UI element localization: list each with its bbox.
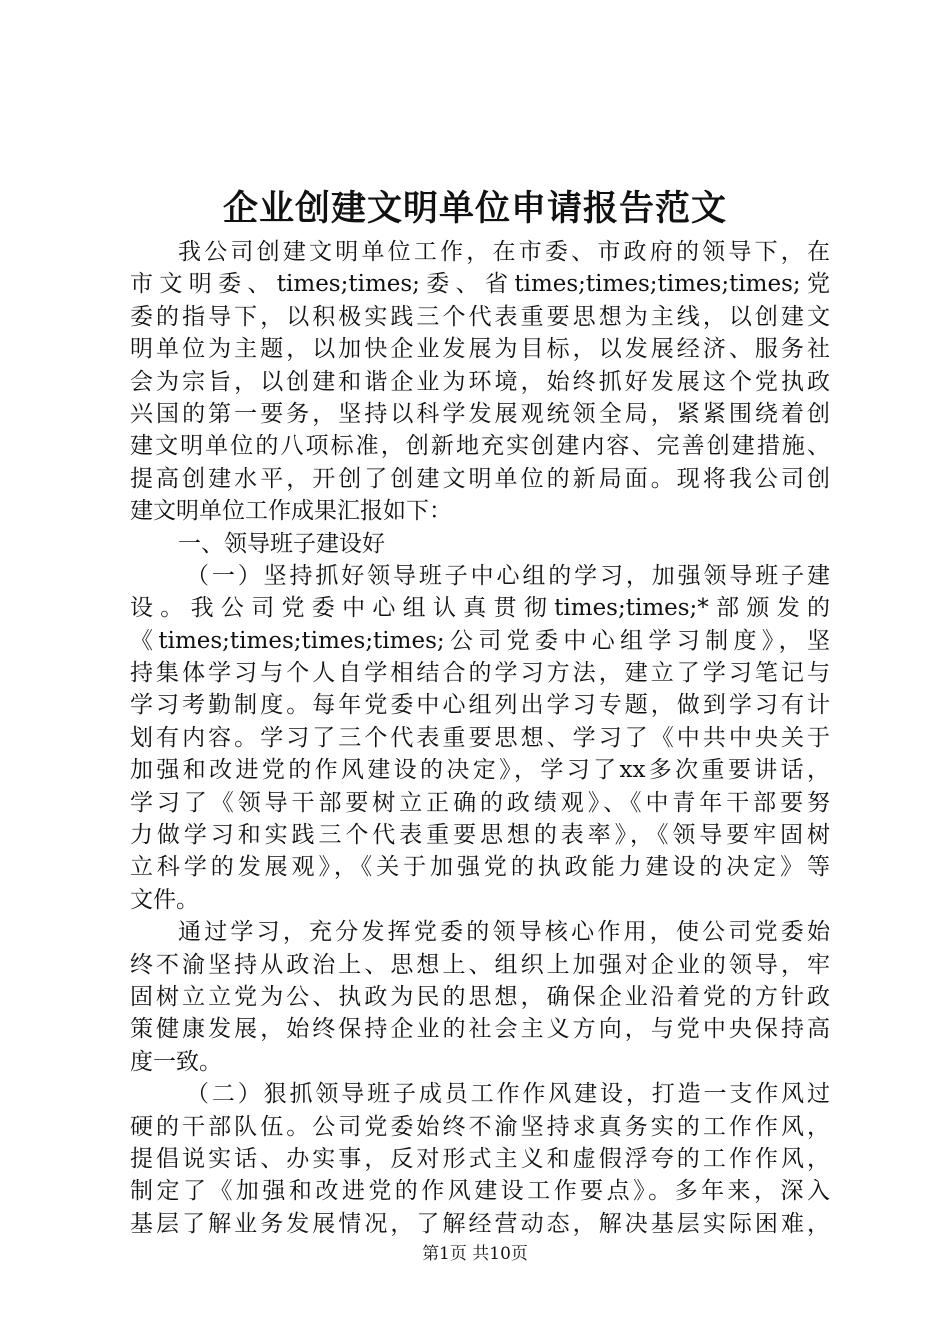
- text-line: 明单位为主题，以加快企业发展为目标，以发展经济、服务社: [130, 336, 830, 363]
- text-line: 固树立立党为公、执政为民的思想，确保企业沿着党的方针政: [130, 983, 830, 1010]
- text-line: 会为宗旨，以创建和谐企业为环境，始终抓好发展这个党执政: [130, 368, 830, 395]
- text-line: 文件。: [130, 886, 199, 913]
- text-line: 基层了解业务发展情况，了解经营动态，解决基层实际困难，: [130, 1210, 830, 1237]
- text-line: 制定了《加强和改进党的作风建设工作要点》。多年来，深入: [130, 1178, 830, 1205]
- text-line: 硬的干部队伍。公司党委始终不渝坚持求真务实的工作作风，: [130, 1113, 830, 1140]
- text-line: 学习了《领导干部要树立正确的政绩观》、《中青年干部要努: [130, 789, 830, 816]
- text-line: 加强和改进党的作风建设的决定》，学习了xx多次重要讲话，: [130, 757, 830, 784]
- page-footer: 第1页 共10页: [422, 1244, 528, 1264]
- text-line: 划有内容。学习了三个代表重要思想、学习了《中共中央关于: [130, 724, 830, 751]
- text-line: 立科学的发展观》，《关于加强党的执政能力建设的决定》等: [130, 854, 830, 881]
- text-line: （一）坚持抓好领导班子中心组的学习，加强领导班子建: [186, 562, 830, 589]
- text-line: （二）狠抓领导班子成员工作作风建设，打造一支作风过: [186, 1081, 830, 1108]
- text-line: 度一致。: [130, 1048, 222, 1075]
- text-line: 兴国的第一要务，坚持以科学发展观统领全局，紧紧围绕着创: [130, 400, 830, 427]
- document-body: [130, 236, 830, 1240]
- text-line: 委的指导下，以积极实践三个代表重要思想为主线，以创建文: [130, 303, 830, 330]
- text-line: 建文明单位工作成果汇报如下：: [130, 498, 452, 525]
- text-line: 策健康发展，始终保持企业的社会主义方向，与党中央保持高: [130, 1016, 830, 1043]
- document-title: 企业创建文明单位申请报告范文: [222, 188, 727, 229]
- text-line: 学习考勤制度。每年党委中心组列出学习专题，做到学习有计: [130, 692, 830, 719]
- text-line: 《times;times;times;times;公司党委中心组学习制度》，坚: [130, 627, 830, 654]
- text-line: 持集体学习与个人自学相结合的学习方法，建立了学习笔记与: [130, 660, 830, 687]
- text-line: 设。我公司党委中心组认真贯彻times;times;*部颁发的: [130, 595, 830, 622]
- text-line: 提倡说实话、办实事，反对形式主义和虚假浮夸的工作作风，: [130, 1145, 830, 1172]
- text-line: 我公司创建文明单位工作，在市委、市政府的领导下，在: [178, 239, 830, 265]
- section-heading: 一、领导班子建设好: [178, 530, 385, 557]
- text-line: 建文明单位的八项标准，创新地充实创建内容、完善创建措施、: [130, 433, 830, 460]
- text-line: 提高创建水平，开创了创建文明单位的新局面。现将我公司创: [130, 465, 830, 492]
- text-line: 终不渝坚持从政治上、思想上、组织上加强对企业的领导，牢: [130, 951, 830, 978]
- text-line: 通过学习，充分发挥党委的领导核心作用，使公司党委始: [178, 919, 830, 946]
- text-line: 市文明委、times;times;委、省times;times;times;times;党: [130, 271, 830, 298]
- text-line: 力做学习和实践三个代表重要思想的表率》，《领导要牢固树: [130, 822, 830, 849]
